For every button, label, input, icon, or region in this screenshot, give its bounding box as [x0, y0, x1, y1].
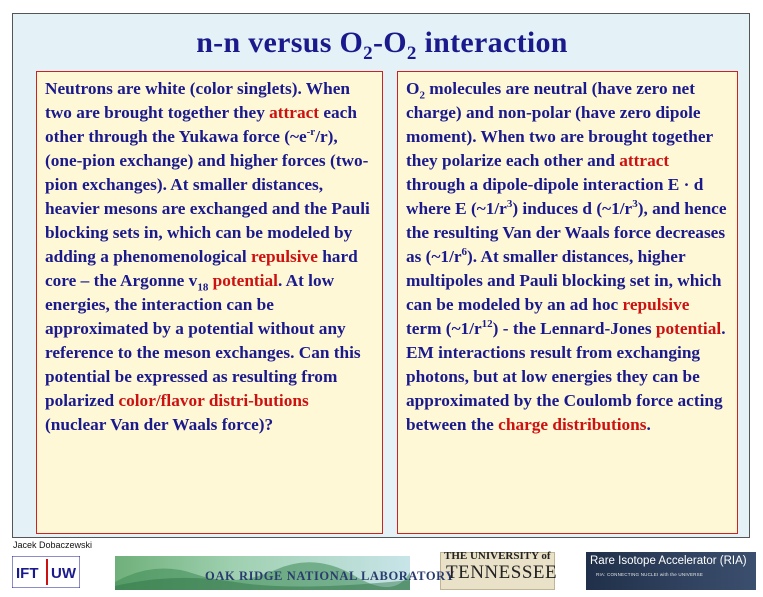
slide-title: n-n versus $O_2-O_2$ interaction [196, 26, 568, 64]
ut-name-line2: TENNESSEE [446, 562, 558, 583]
highlight-color-flavor: color/flavor distri-butions [118, 391, 309, 410]
highlight-repulsive: repulsive [622, 295, 690, 314]
ift-text: IFT [16, 565, 39, 582]
highlight-potential: potential [655, 319, 722, 338]
ift-uw-logo [12, 556, 80, 588]
uw-text: UW [51, 565, 76, 582]
highlight-repulsive: repulsive [250, 247, 318, 266]
highlight-attract: attract [269, 103, 320, 122]
ria-title: Rare Isotope Accelerator (RIA) [590, 555, 747, 567]
o2-text-box: $O_2$ molecules are neutral (have zero net charge) and non-polar (have zero dipole moment). When two are brought together they polarize each other and attract through a dipole-dipole interaction E · d where E $(\sim 1/r^3)$ induces d $(\sim 1/r^3)$, and hence the resulting Van der Waals force decreases as $(\sim 1/r^6)$. At smaller distances, higher multipoles and Pauli blocking set in, which can be modeled by an ad hoc repulsive term $(\sim 1/r^{12})$ - the Lennard-Jones potential. EM interactions result from exchanging photons, but at low energies they can be approximated by the Coulomb force acting between the charge distributions. [397, 71, 738, 534]
highlight-attract: attract [619, 151, 670, 170]
highlight-potential: potential [212, 271, 278, 290]
author-name: Jacek Dobaczewski [13, 540, 93, 550]
neutron-text-box: Neutrons are white (color singlets). When two are brought together they attract each other through the Yukawa force $(\sim e^{-r}/r)$, (one-pion exchange) and higher forces (two-pion exchanges). At smaller distances, heavier mesons are exchanged and the Pauli blocking sets in, which can be modeled by adding a phenomenological repulsive hard core – the Argonne $v_{18}$ potential. At low energies, the interaction can be approximated by a potential without any reference to the meson exchanges. Can this potential be expressed as resulting from polarized color/flavor distri-butions (nuclear Van der Waals force)? [36, 71, 383, 534]
ornl-name: OAK RIDGE NATIONAL LABORATORY [205, 569, 455, 583]
highlight-charge-distributions: charge distributions [498, 415, 647, 434]
slide [12, 13, 750, 538]
ria-subtitle: RIA: CONNECTING NUCLEI with the UNIVERSE [596, 572, 704, 577]
ut-name-line1: THE UNIVERSITY of [444, 550, 551, 562]
